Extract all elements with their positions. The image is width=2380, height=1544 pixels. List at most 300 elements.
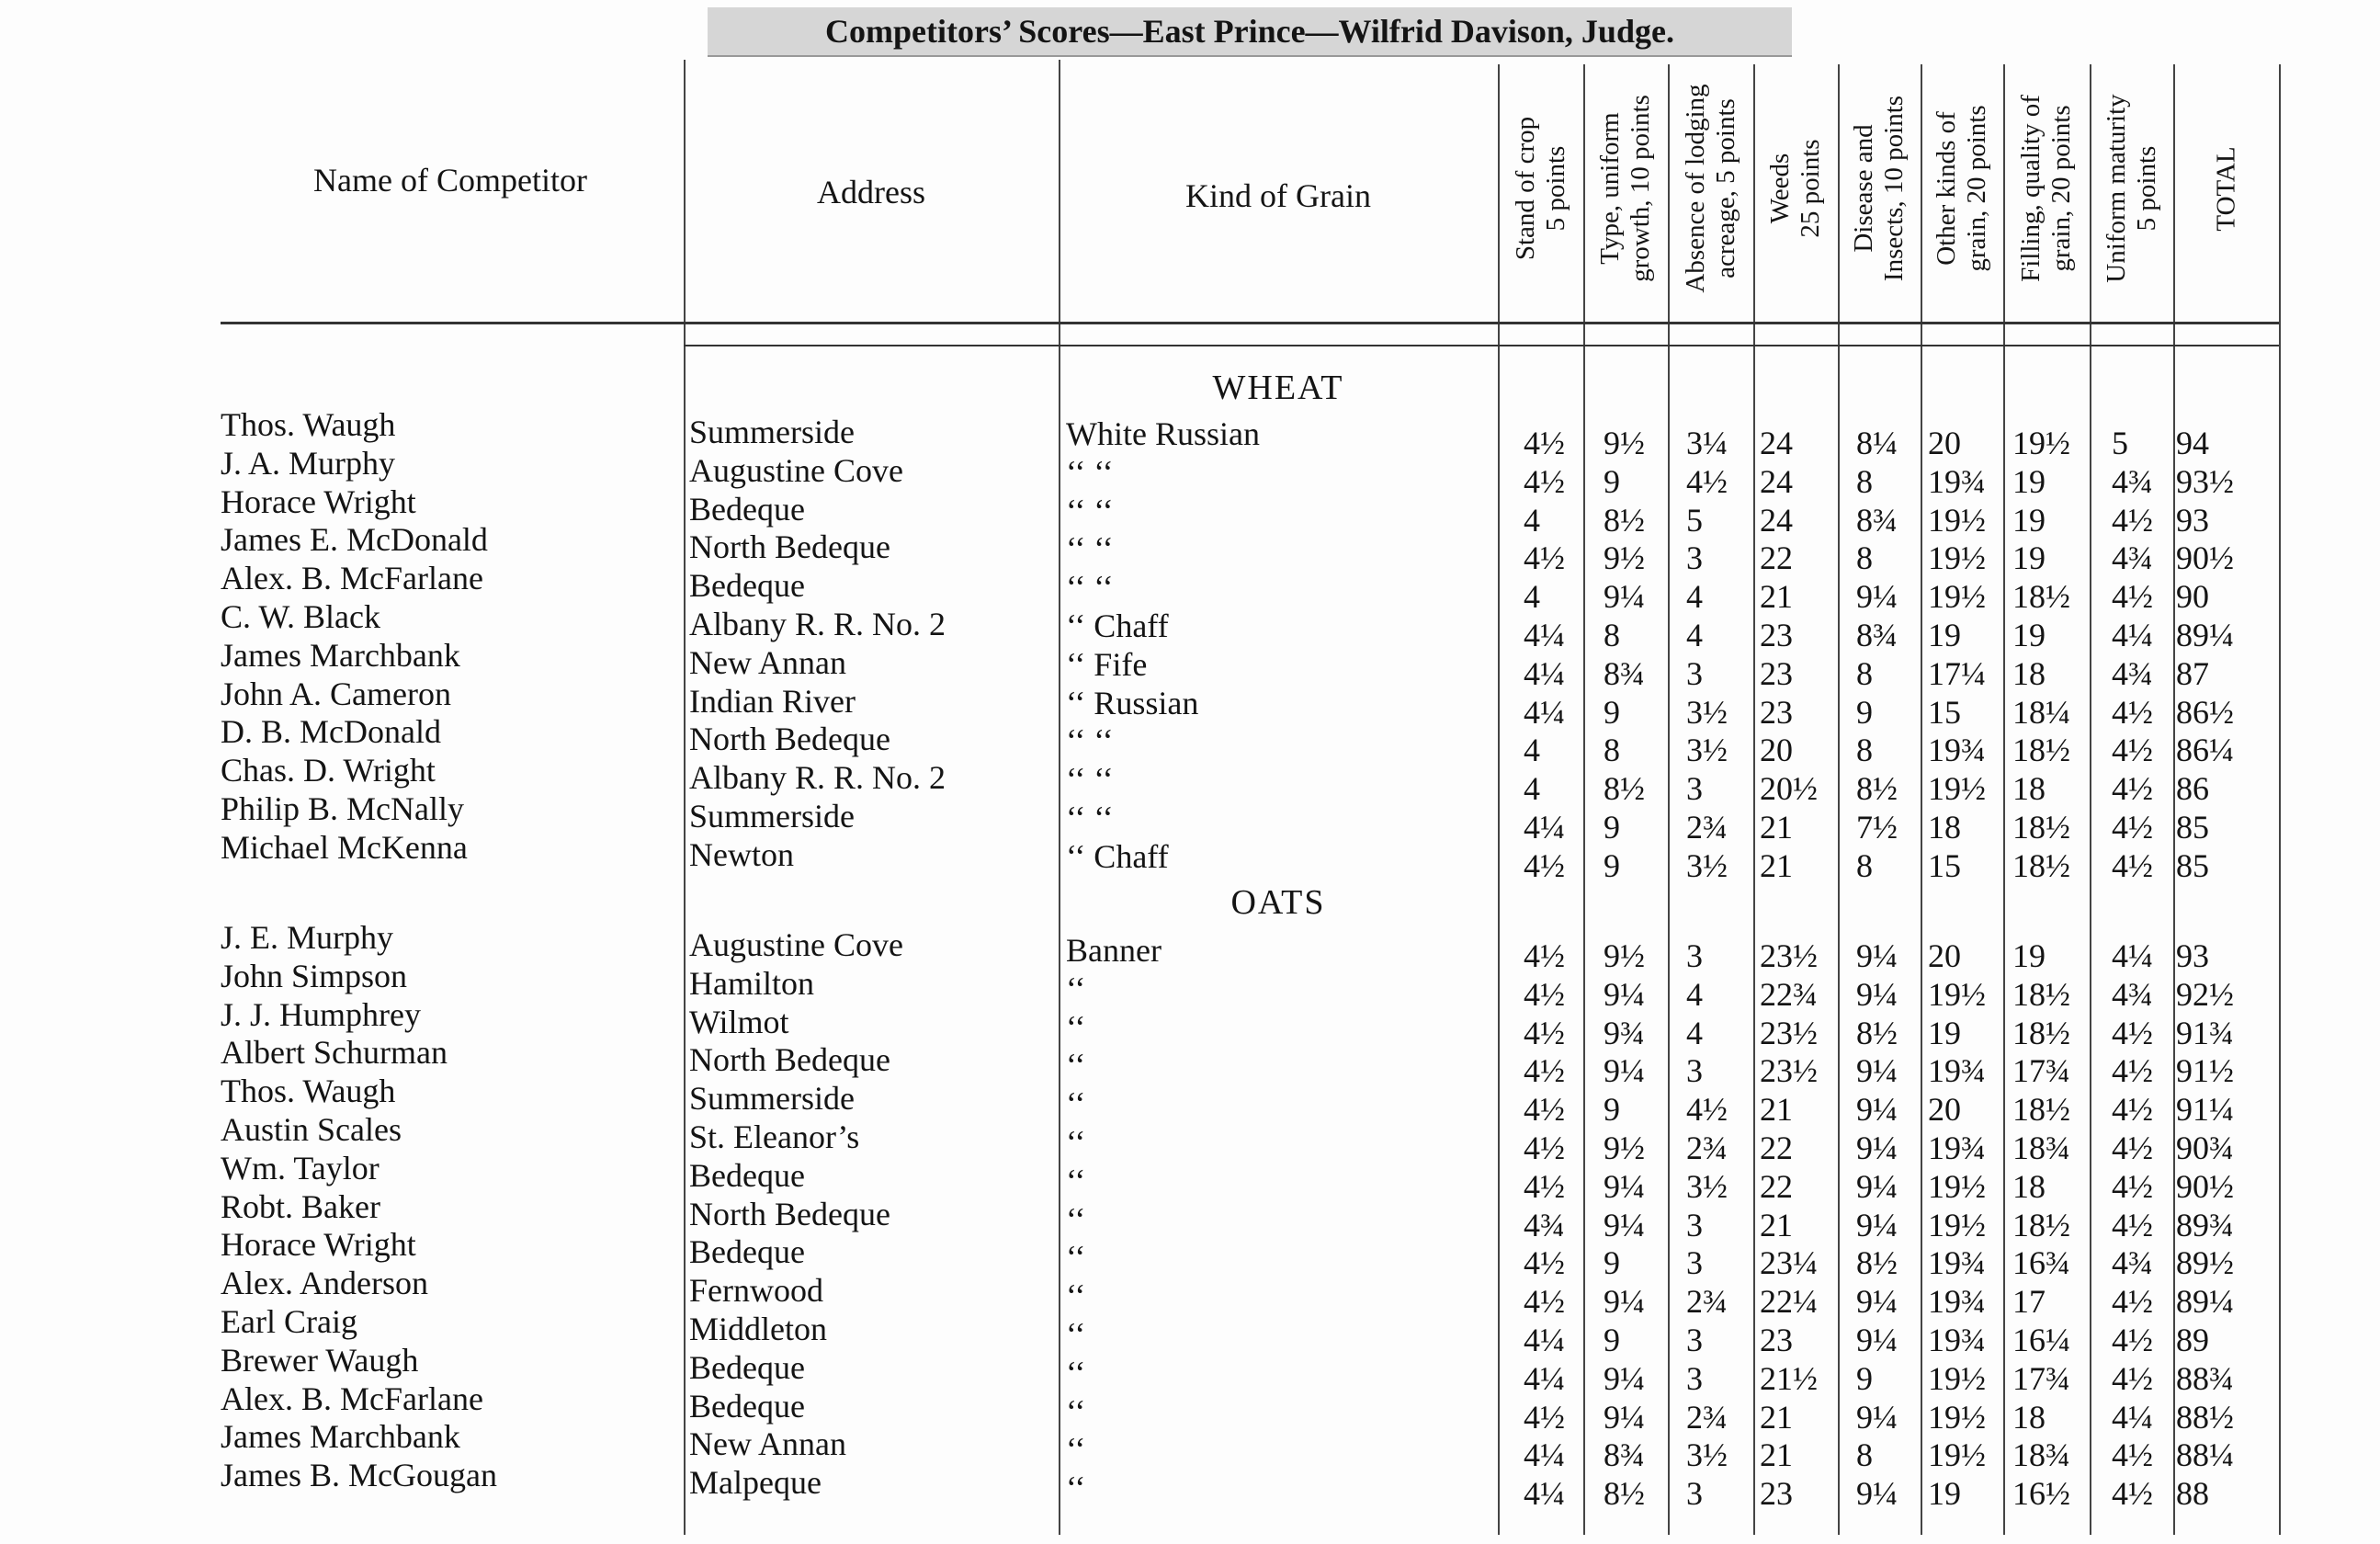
grain-kind: ‘‘ <box>1066 1431 1086 1469</box>
score-cell: 4 <box>1686 1014 1703 1051</box>
column-divider <box>1668 64 1670 1535</box>
score-cell: 16½ <box>2012 1475 2070 1513</box>
score-cell: 20 <box>1928 425 1961 461</box>
header-score-col <box>1511 51 1571 326</box>
score-cell: 19½ <box>2012 425 2070 461</box>
grain-kind: ‘‘ <box>1066 1008 1086 1046</box>
grain-kind: Banner <box>1066 932 1162 969</box>
score-cell: 8¼ <box>1856 425 1898 461</box>
score-cell: 23 <box>1760 1322 1793 1358</box>
score-cell: 17¾ <box>2012 1052 2070 1090</box>
score-cell: 8½ <box>1604 770 1645 808</box>
score-cell: 9¼ <box>1604 1052 1645 1090</box>
competitor-name: James E. McDonald <box>221 521 488 559</box>
score-cell: 15 <box>1928 693 1961 731</box>
score-cell: 4½ <box>1524 1167 1565 1205</box>
competitor-address: Wilmot <box>689 1003 789 1040</box>
header-score-line: Stand of crop <box>1510 116 1540 261</box>
score-cell: 18½ <box>2012 1206 2070 1243</box>
score-cell: 3½ <box>1686 732 1728 769</box>
total-score: 85 <box>2176 809 2209 846</box>
score-cell: 9¼ <box>1604 1283 1645 1321</box>
score-cell: 9¼ <box>1856 1167 1898 1205</box>
competitor-address: Bedeque <box>689 1387 805 1425</box>
score-cell: 9 <box>1604 846 1620 884</box>
competitor-name: Brewer Waugh <box>221 1341 419 1379</box>
header-score-col <box>1765 51 1826 326</box>
competitor-name: Thos. Waugh <box>221 1073 396 1110</box>
score-cell: 9¼ <box>1604 1167 1645 1205</box>
score-cell: 4 <box>1524 578 1540 616</box>
score-cell: 3½ <box>1686 693 1728 731</box>
score-cell: 3 <box>1686 1475 1703 1513</box>
score-cell: 2¾ <box>1686 1398 1728 1436</box>
total-score: 85 <box>2176 846 2209 884</box>
score-cell: 22 <box>1760 1130 1793 1166</box>
section-label: WHEAT <box>1212 369 1344 407</box>
score-cell: 18½ <box>2012 1091 2070 1129</box>
score-cell: 17 <box>2012 1283 2046 1321</box>
competitor-address: Summerside <box>689 414 855 450</box>
score-cell: 18½ <box>2012 578 2070 616</box>
competitor-address: Malpeque <box>689 1464 822 1502</box>
column-divider <box>1753 64 1755 1535</box>
header-score-line: acreage, 5 points <box>1710 98 1740 278</box>
score-cell: 21 <box>1760 846 1793 884</box>
score-cell: 21½ <box>1760 1359 1818 1397</box>
score-cell: 23 <box>1760 654 1793 692</box>
score-cell: 21 <box>1760 809 1793 846</box>
score-cell: 24 <box>1760 425 1793 461</box>
competitor-address: Summerside <box>689 798 855 834</box>
score-cell: 4¼ <box>1524 617 1565 653</box>
total-score: 88¼ <box>2176 1436 2234 1474</box>
score-cell: 4½ <box>2112 846 2153 884</box>
grain-kind: ‘‘ ‘‘ <box>1066 492 1114 529</box>
score-cell: 3½ <box>1686 846 1728 884</box>
score-cell: 8½ <box>1856 1014 1898 1051</box>
total-score: 94 <box>2176 425 2209 461</box>
column-divider <box>1838 64 1840 1535</box>
competitor-name: James B. McGougan <box>221 1457 497 1494</box>
grain-kind: ‘‘ Fife <box>1066 645 1148 683</box>
score-cell: 4¾ <box>2112 539 2153 577</box>
score-cell: 4½ <box>2112 693 2153 731</box>
column-divider <box>2173 64 2175 1535</box>
score-cell: 3 <box>1686 654 1703 692</box>
score-cell: 18¾ <box>2012 1436 2070 1474</box>
header-score-line: Insects, 10 points <box>1879 95 1909 282</box>
score-cell: 9 <box>1856 1359 1873 1397</box>
total-score: 89¾ <box>2176 1206 2234 1243</box>
column-divider <box>1921 64 1922 1535</box>
score-cell: 19 <box>1928 617 1961 653</box>
header-score-col <box>1595 51 1656 326</box>
competitor-name: Philip B. McNally <box>221 790 465 827</box>
competitor-name: James Marchbank <box>221 636 460 674</box>
grain-kind: White Russian <box>1066 415 1260 452</box>
competitor-address: Fernwood <box>689 1272 823 1310</box>
score-cell: 19¾ <box>1928 732 1986 769</box>
score-cell: 4¾ <box>2112 1244 2153 1282</box>
score-cell: 4½ <box>2112 809 2153 846</box>
score-cell: 19 <box>1928 1014 1961 1051</box>
score-cell: 19½ <box>1928 501 1986 539</box>
score-cell: 4¼ <box>1524 1475 1565 1513</box>
score-cell: 8½ <box>1604 501 1645 539</box>
score-cell: 19¾ <box>1928 462 1986 500</box>
total-score: 90½ <box>2176 539 2234 577</box>
score-cell: 20½ <box>1760 770 1818 808</box>
score-cell: 23¼ <box>1760 1244 1818 1282</box>
header-score-line: Absence of lodging <box>1680 84 1710 293</box>
header-score-line: Filling, quality of <box>2016 95 2046 282</box>
total-score: 93 <box>2176 501 2209 539</box>
competitor-name: Alex. Anderson <box>221 1265 428 1302</box>
score-cell: 9½ <box>1604 937 1645 974</box>
competitor-name: Earl Craig <box>221 1303 357 1340</box>
column-divider <box>684 60 686 1535</box>
header-score-line: 5 points <box>1540 145 1570 232</box>
score-cell: 8 <box>1604 617 1620 653</box>
competitor-address: Summerside <box>689 1080 855 1118</box>
score-cell: 3 <box>1686 539 1703 577</box>
score-cell: 9¼ <box>1604 1359 1645 1397</box>
score-cell: 4½ <box>2112 501 2153 539</box>
score-cell: 9¼ <box>1604 578 1645 616</box>
score-cell: 17¾ <box>2012 1359 2070 1397</box>
score-cell: 8¾ <box>1856 617 1898 653</box>
score-cell: 4 <box>1524 732 1540 769</box>
grain-kind: ‘‘ <box>1066 1085 1086 1123</box>
score-cell: 18 <box>2012 770 2046 808</box>
score-cell: 9¼ <box>1856 1052 1898 1090</box>
competitor-name: J. E. Murphy <box>221 919 393 956</box>
score-cell: 9 <box>1604 1322 1620 1358</box>
total-score: 90½ <box>2176 1167 2234 1205</box>
score-cell: 4½ <box>1524 1398 1565 1436</box>
column-divider <box>2090 64 2091 1535</box>
score-cell: 9¾ <box>1604 1014 1645 1051</box>
score-cell: 18½ <box>2012 809 2070 846</box>
grain-kind: ‘‘ Russian <box>1066 684 1199 721</box>
score-cell: 4½ <box>2112 1167 2153 1205</box>
header-score-col <box>2211 51 2241 326</box>
score-cell: 8¾ <box>1856 501 1898 539</box>
score-cell: 4 <box>1524 770 1540 808</box>
grain-kind: ‘‘ ‘‘ <box>1066 569 1114 607</box>
score-cell: 4 <box>1686 578 1703 616</box>
column-divider <box>1583 64 1585 1535</box>
score-cell: 18¼ <box>2012 693 2070 731</box>
score-cell: 3 <box>1686 1322 1703 1358</box>
total-score: 91¼ <box>2176 1091 2234 1129</box>
score-cell: 23½ <box>1760 937 1818 974</box>
score-cell: 3 <box>1686 1206 1703 1243</box>
score-cell: 9¼ <box>1856 1206 1898 1243</box>
score-cell: 9¼ <box>1856 975 1898 1013</box>
grain-kind: ‘‘ <box>1066 1124 1086 1161</box>
grain-kind: ‘‘ <box>1066 1200 1086 1238</box>
header-score-line: grain, 20 points <box>1962 105 1991 272</box>
competitor-name: James Marchbank <box>221 1418 460 1456</box>
grain-kind: ‘‘ <box>1066 1162 1086 1199</box>
score-cell: 19 <box>2012 937 2046 974</box>
header-score-col <box>1932 51 1992 326</box>
grain-kind: ‘‘ Chaff <box>1066 607 1169 644</box>
competitor-address: Middleton <box>689 1311 827 1347</box>
score-cell: 23 <box>1760 617 1793 653</box>
score-cell: 9¼ <box>1604 1398 1645 1436</box>
score-cell: 19½ <box>1928 1206 1986 1243</box>
competitor-name: D. B. McDonald <box>221 713 441 751</box>
competitor-name: Alex. B. McFarlane <box>221 560 483 597</box>
score-cell: 4¼ <box>1524 654 1565 692</box>
score-cell: 18½ <box>2012 975 2070 1013</box>
score-cell: 15 <box>1928 846 1961 884</box>
total-score: 88¾ <box>2176 1359 2234 1397</box>
column-divider <box>2003 64 2005 1535</box>
header-address: Address <box>817 174 925 210</box>
score-cell: 9¼ <box>1856 578 1898 616</box>
score-cell: 9¼ <box>1604 1206 1645 1243</box>
score-cell: 2¾ <box>1686 1283 1728 1321</box>
score-cell: 4¾ <box>1524 1206 1565 1243</box>
score-cell: 8½ <box>1856 1244 1898 1282</box>
competitor-address: St. Eleanor’s <box>689 1118 860 1155</box>
score-cell: 19 <box>1928 1475 1961 1513</box>
score-cell: 4¾ <box>2112 975 2153 1013</box>
score-cell: 23½ <box>1760 1014 1818 1051</box>
score-cell: 19 <box>2012 539 2046 577</box>
competitor-address: New Annan <box>689 1425 846 1463</box>
score-cell: 4½ <box>2112 1322 2153 1358</box>
score-cell: 23½ <box>1760 1052 1818 1090</box>
score-cell: 21 <box>1760 1398 1793 1436</box>
competitor-address: Newton <box>689 835 794 873</box>
score-cell: 19½ <box>1928 1167 1986 1205</box>
score-cell: 4¼ <box>1524 1436 1565 1474</box>
score-cell: 4½ <box>1524 1283 1565 1321</box>
score-cell: 3 <box>1686 1052 1703 1090</box>
grain-kind: ‘‘ Chaff <box>1066 837 1169 875</box>
score-cell: 4½ <box>1524 1014 1565 1051</box>
score-cell: 2¾ <box>1686 1130 1728 1166</box>
competitor-name: John A. Cameron <box>221 675 451 712</box>
score-cell: 4 <box>1524 501 1540 539</box>
competitor-address: Indian River <box>689 682 856 720</box>
grain-kind: ‘‘ ‘‘ <box>1066 453 1114 491</box>
score-cell: 18 <box>2012 1398 2046 1436</box>
competitor-name: Albert Schurman <box>221 1034 448 1072</box>
score-cell: 19¾ <box>1928 1283 1986 1321</box>
header-score-col <box>1849 51 1910 326</box>
score-cell: 19½ <box>1928 539 1986 577</box>
score-cell: 19¾ <box>1928 1322 1986 1358</box>
score-cell: 8 <box>1856 654 1873 692</box>
score-cell: 4½ <box>1524 1244 1565 1282</box>
score-cell: 9½ <box>1604 1130 1645 1166</box>
competitor-address: Augustine Cove <box>689 451 903 489</box>
score-cell: 4½ <box>1524 975 1565 1013</box>
total-score: 91¾ <box>2176 1014 2234 1051</box>
competitor-address: North Bedeque <box>689 1041 890 1079</box>
grain-kind: ‘‘ <box>1066 1354 1086 1391</box>
score-cell: 8 <box>1856 846 1873 884</box>
score-cell: 8½ <box>1604 1475 1645 1513</box>
score-cell: 18½ <box>2012 732 2070 769</box>
score-cell: 4½ <box>2112 1475 2153 1513</box>
score-cell: 3 <box>1686 770 1703 808</box>
competitor-name: Wm. Taylor <box>221 1149 380 1186</box>
competitor-address: Hamilton <box>689 964 814 1002</box>
score-cell: 18 <box>2012 654 2046 692</box>
score-cell: 8½ <box>1856 770 1898 808</box>
score-cell: 4½ <box>2112 1014 2153 1051</box>
score-cell: 18½ <box>2012 1014 2070 1051</box>
header-score-line: Type, uniform <box>1595 112 1625 265</box>
competitor-name: Thos. Waugh <box>221 406 396 443</box>
score-cell: 4½ <box>1524 1052 1565 1090</box>
competitor-address: Albany R. R. No. 2 <box>689 759 946 797</box>
competitor-address: Bedeque <box>689 1233 805 1271</box>
score-cell: 8 <box>1604 732 1620 769</box>
score-cell: 4½ <box>2112 578 2153 616</box>
competitor-address: Albany R. R. No. 2 <box>689 606 946 642</box>
score-cell: 9¼ <box>1856 1130 1898 1166</box>
page-title: Competitors’ Scores—East Prince—Wilfrid Davison, Judge. <box>708 7 1792 57</box>
header-rule-secondary <box>684 345 2279 346</box>
score-cell: 18 <box>2012 1167 2046 1205</box>
competitor-address: Bedeque <box>689 1348 805 1386</box>
total-score: 90 <box>2176 578 2209 616</box>
score-cell: 4¼ <box>1524 809 1565 846</box>
header-name: Name of Competitor <box>313 162 587 199</box>
score-cell: 19¾ <box>1928 1130 1986 1166</box>
score-cell: 4½ <box>1524 1130 1565 1166</box>
score-cell: 24 <box>1760 462 1793 500</box>
score-cell: 16¼ <box>2012 1322 2070 1358</box>
header-score-line: Other kinds of <box>1932 111 1961 266</box>
score-cell: 3¼ <box>1686 425 1728 461</box>
score-cell: 18½ <box>2012 846 2070 884</box>
score-cell: 19¾ <box>1928 1052 1986 1090</box>
competitor-name: Chas. D. Wright <box>221 752 436 789</box>
score-cell: 3 <box>1686 1244 1703 1282</box>
score-cell: 20 <box>1760 732 1793 769</box>
competitor-name: J. A. Murphy <box>221 444 396 482</box>
score-cell: 4½ <box>2112 1130 2153 1166</box>
score-cell: 9¼ <box>1856 1091 1898 1129</box>
header-score-col <box>2016 51 2077 326</box>
competitor-name: Horace Wright <box>221 1226 416 1264</box>
score-cell: 4¼ <box>2112 1398 2153 1436</box>
competitor-address: Bedeque <box>689 490 805 528</box>
score-cell: 4½ <box>1686 1091 1728 1129</box>
header-score-line: grain, 20 points <box>2046 105 2076 272</box>
score-cell: 9½ <box>1604 539 1645 577</box>
total-score: 93½ <box>2176 462 2234 500</box>
score-cell: 18¾ <box>2012 1130 2070 1166</box>
score-cell: 22 <box>1760 1167 1793 1205</box>
score-cell: 9 <box>1604 809 1620 846</box>
score-cell: 22¼ <box>1760 1283 1818 1321</box>
score-cell: 4½ <box>2112 1206 2153 1243</box>
competitor-address: Bedeque <box>689 1156 805 1194</box>
total-score: 93 <box>2176 937 2209 974</box>
total-score: 86 <box>2176 770 2209 808</box>
header-score-line: 25 points <box>1796 139 1825 238</box>
score-cell: 9¼ <box>1856 1398 1898 1436</box>
score-cell: 4 <box>1686 975 1703 1013</box>
score-cell: 4½ <box>2112 1359 2153 1397</box>
score-cell: 19 <box>2012 501 2046 539</box>
total-score: 89¼ <box>2176 1283 2234 1321</box>
total-score: 86¼ <box>2176 732 2234 769</box>
score-cell: 21 <box>1760 578 1793 616</box>
column-divider <box>1059 60 1060 1535</box>
total-score: 87 <box>2176 654 2209 692</box>
grain-kind: ‘‘ ‘‘ <box>1066 800 1114 836</box>
header-score-line: Disease and <box>1849 124 1878 253</box>
score-cell: 4½ <box>2112 732 2153 769</box>
competitor-address: North Bedeque <box>689 528 890 566</box>
score-cell: 17¼ <box>1928 654 1986 692</box>
score-cell: 19 <box>2012 617 2046 653</box>
score-cell: 8 <box>1856 1436 1873 1474</box>
total-score: 89 <box>2176 1322 2209 1358</box>
competitor-name: Austin Scales <box>221 1111 402 1148</box>
score-cell: 4½ <box>1524 539 1565 577</box>
grain-kind: ‘‘ <box>1066 1277 1086 1315</box>
score-cell: 9 <box>1856 693 1873 731</box>
score-cell: 8 <box>1856 539 1873 577</box>
competitor-name: Robt. Baker <box>221 1187 380 1225</box>
score-cell: 19½ <box>1928 1359 1986 1397</box>
header-score-line: Uniform maturity <box>2101 94 2131 283</box>
score-cell: 19½ <box>1928 770 1986 808</box>
header-score-col <box>2102 51 2162 326</box>
score-cell: 4¼ <box>1524 1359 1565 1397</box>
header-score-line: 5 points <box>2131 145 2161 232</box>
score-cell: 21 <box>1760 1091 1793 1129</box>
score-cell: 9¼ <box>1856 937 1898 974</box>
column-divider <box>1498 64 1500 1535</box>
score-cell: 9 <box>1604 1244 1620 1282</box>
score-cell: 4½ <box>1524 462 1565 500</box>
competitor-name: J. J. Humphrey <box>221 995 421 1033</box>
score-cell: 8¾ <box>1604 654 1645 692</box>
competitor-name: C. W. Black <box>221 598 381 635</box>
score-cell: 19½ <box>1928 1436 1986 1474</box>
score-cell: 4½ <box>2112 770 2153 808</box>
score-cell: 8 <box>1856 732 1873 769</box>
competitor-address: New Annan <box>689 643 846 681</box>
score-cell: 8 <box>1856 462 1873 500</box>
score-cell: 4½ <box>2112 1091 2153 1129</box>
score-cell: 4½ <box>2112 1052 2153 1090</box>
score-cell: 4½ <box>2112 1436 2153 1474</box>
score-cell: 4½ <box>1686 462 1728 500</box>
grain-kind: ‘‘ ‘‘ <box>1066 722 1114 760</box>
score-cell: 22 <box>1760 539 1793 577</box>
competitor-address: Bedeque <box>689 567 805 605</box>
score-cell: 7½ <box>1856 809 1898 846</box>
column-divider <box>2279 64 2281 1535</box>
score-cell: 4½ <box>1524 1091 1565 1129</box>
score-cell: 19½ <box>1928 975 1986 1013</box>
score-cell: 4½ <box>1524 937 1565 974</box>
